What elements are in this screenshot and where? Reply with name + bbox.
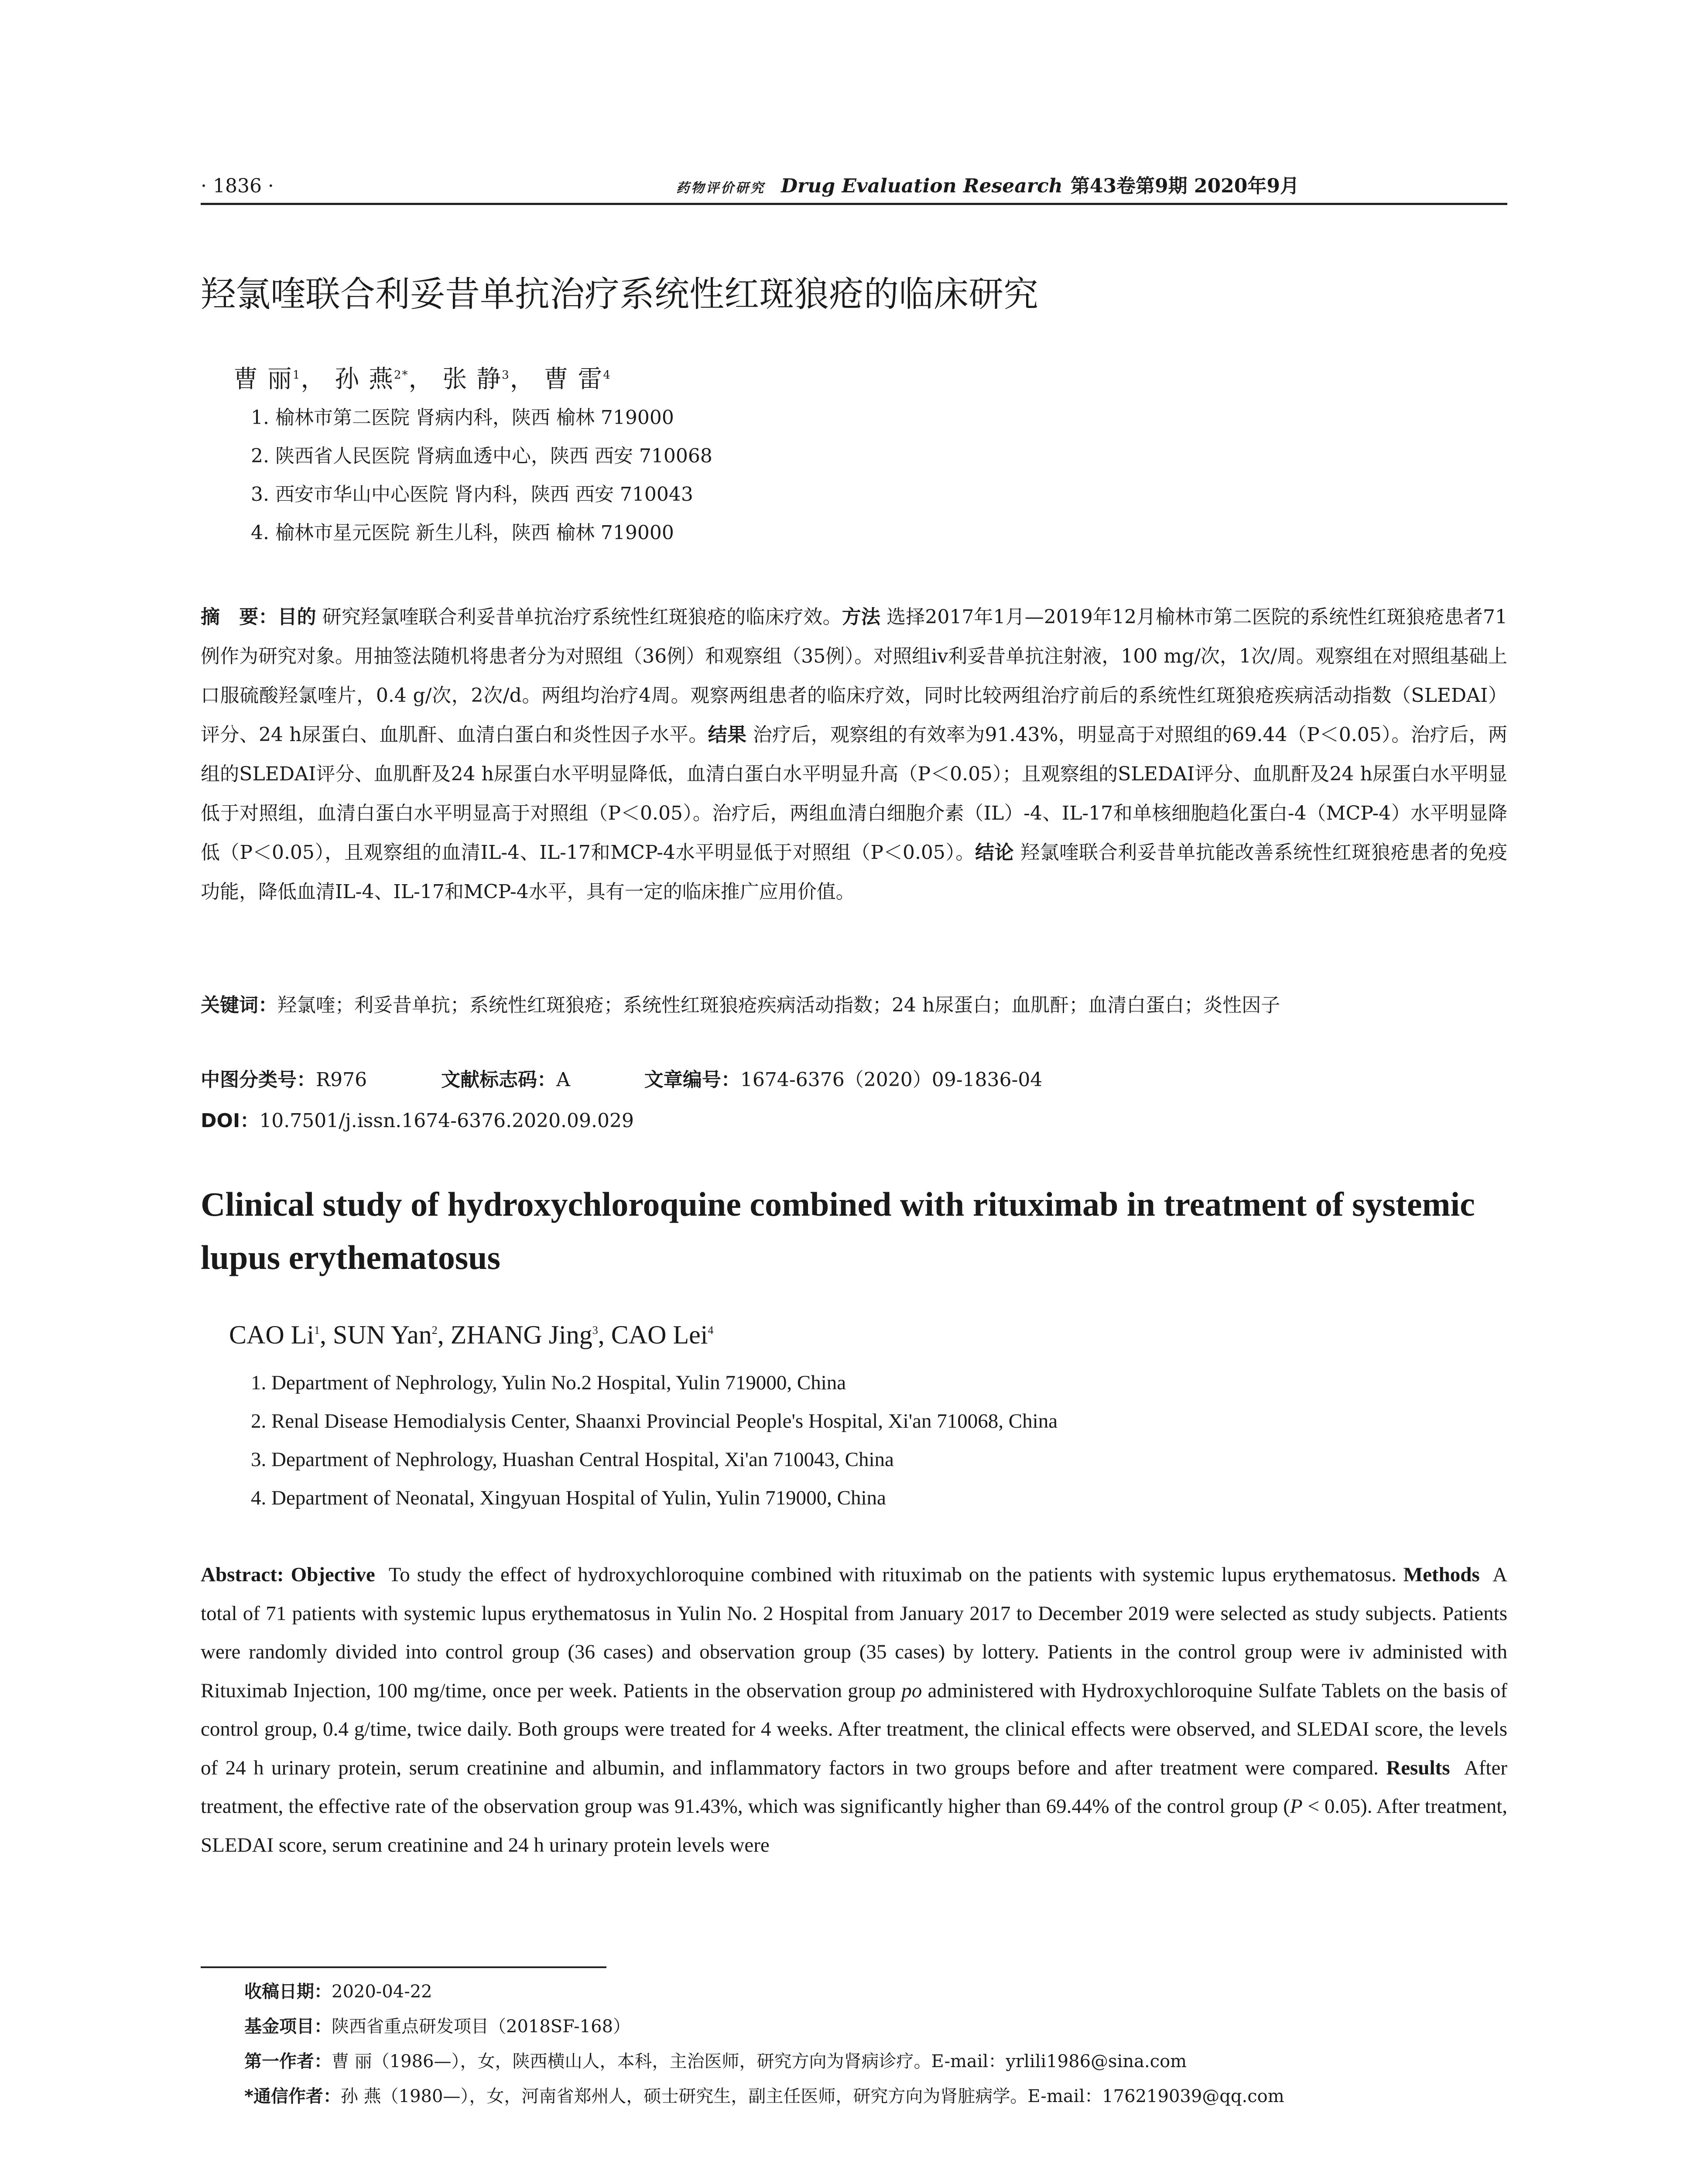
issue-info: 第43卷第9期 2020年9月 [1070, 175, 1299, 197]
en-article-title: Clinical study of hydroxychloroquine combined with rituximab in treatment of systemic lupus erythematosus [201, 1185, 1475, 1276]
cn-conclusion-text: 羟氯喹联合利妥昔单抗能改善系统性红斑狼疮患者的免疫功能，降低血清IL-4、IL-17和MCP-4水平，具有一定的临床推广应用价值。 [201, 841, 1508, 903]
footnote-fund [244, 2013, 630, 2040]
cn-author [442, 365, 535, 393]
header-rule [201, 203, 1507, 205]
cn-author [233, 365, 326, 393]
cn-results-label: 结果 [708, 724, 747, 746]
en-abstract-label: Abstract: [201, 1563, 284, 1586]
en-results-text-1: After treatment, the effective rate of the observation group was 91.43%, which was significantly higher than 69.44% of the control group ( [201, 1756, 1508, 1818]
cn-methods-text: 选择2017年1月—2019年12月榆林市第二医院的系统性红斑狼疮患者71例作为研究对象。用抽签法随机将患者分为对照组（36例）和观察组（35例）。对照组iv利妥昔单抗注射液，100 mg/次，1次/周。观察组在对照组基础上口服硫酸羟氯喹片，0.4 g/次，2次/d。两组均治疗4周。观察两组患者的临床疗效，同时比较两组治疗前后的系统性红斑狼疮疾病活动指数（SLEDAI）评分、24 h尿蛋白、血肌酐、血清白蛋白和炎性因子水平。 [201, 606, 1508, 746]
cn-objective-text: 研究羟氯喹联合利妥昔单抗治疗系统性红斑狼疮的临床疗效。 [322, 606, 842, 628]
author-name: ZHANG Jing [450, 1320, 592, 1349]
cn-affiliation: 4. 榆林市星元医院 新生儿科，陕西 榆林 719000 [251, 522, 674, 544]
fund-text: 陕西省重点研发项目（2018SF-168） [332, 2017, 631, 2037]
cn-abstract [201, 598, 1507, 912]
footnote-corresponding-author [244, 2083, 1284, 2109]
article-no-value: 1674-6376（2020）09-1836-04 [740, 1069, 1043, 1091]
journal-logo: 药物评价研究 [676, 181, 765, 196]
en-objective-text: To study the effect of hydroxychloroquine combined with rituximab on the patients with systemic lupus erythematosus. [388, 1563, 1397, 1586]
author-separator: , [437, 1320, 451, 1349]
en-methods-label: Methods [1403, 1563, 1480, 1586]
en-affiliation: 1. Department of Nephrology, Yulin No.2 Hospital, Yulin 719000, China [251, 1371, 846, 1394]
author-affiliation-mark: 3 [592, 1324, 598, 1337]
en-affiliation: 2. Renal Disease Hemodialysis Center, Shaanxi Provincial People's Hospital, Xi'an 710068, China [251, 1410, 1058, 1432]
en-results-p: P [1290, 1795, 1303, 1818]
cn-abstract-label: 摘 要： [201, 606, 278, 628]
author-name: CAO Li [229, 1320, 314, 1349]
page-number: · 1836 · [201, 175, 274, 197]
author-affiliation-mark: 1 [314, 1324, 320, 1337]
en-methods-text-2: administered with Hydroxychloroquine Sulfate Tablets on the basis of control group, 0.4 g/time, twice daily. Both groups were treated for 4 weeks. After treatment, the clinical effects were observed, and SLEDAI score, the levels of 24 h urinary protein, serum creatinine and albumin, and inflammatory factors in two groups before and after treatment were compared. [201, 1679, 1508, 1779]
author-affiliation-mark: 4 [708, 1324, 714, 1337]
author-affiliation-mark: 2 [431, 1324, 438, 1337]
cn-keywords-label: 关键词： [201, 994, 277, 1016]
en-author [333, 1320, 451, 1349]
cn-keywords [201, 990, 1507, 1021]
fund-label: 基金项目： [244, 2017, 332, 2037]
cn-article-title: 羟氯喹联合利妥昔单抗治疗系统性红斑狼疮的临床研究 [201, 274, 1038, 315]
en-author [229, 1320, 333, 1349]
cn-objective-label: 目的 [277, 606, 316, 628]
clc-value: R976 [316, 1069, 367, 1091]
author-affiliation-mark: 4 [603, 369, 611, 382]
cn-results-text: 治疗后，观察组的有效率为91.43%，明显高于对照组的69.44（P＜0.05）。治疗后，两组的SLEDAI评分、血肌酐及24 h尿蛋白水平明显降低，血清白蛋白水平明显升高（P＜0.05）；且观察组的SLEDAI评分、血肌酐及24 h尿蛋白水平明显低于对照组，血清白蛋白水平明显高于对照组（P＜0.05）。治疗后，两组血清白细胞介素（IL）-4、IL-17和单核细胞趋化蛋白-4（MCP-4）水平明显降低（P＜0.05），且观察组的血清IL-4、IL-17和MCP-4水平明显低于对照组（P＜0.05）。 [201, 724, 1508, 864]
first-author-text: 曹 丽（1986—），女，陕西横山人，本科，主治医师，研究方向为肾病诊疗。E-mail：yrlili1986@sina.com [332, 2051, 1187, 2072]
author-name: SUN Yan [333, 1320, 432, 1349]
doc-code-value: A [556, 1069, 570, 1091]
cn-affiliation: 1. 榆林市第二医院 肾病内科，陕西 榆林 719000 [251, 407, 674, 429]
article-no-label: 文章编号： [644, 1069, 740, 1091]
author-separator: ， [408, 365, 434, 393]
corresponding-label: *通信作者： [244, 2086, 341, 2106]
received-label: 收稿日期： [244, 1982, 332, 2002]
author-separator: , [320, 1320, 333, 1349]
author-name: CAO Lei [611, 1320, 708, 1349]
cn-conclusion-label: 结论 [975, 841, 1014, 864]
cn-affiliation: 2. 陕西省人民医院 肾病血透中心，陕西 西安 710068 [251, 445, 712, 467]
doi-line [201, 1108, 634, 1134]
footnote-rule [201, 1966, 606, 1968]
en-affiliation: 4. Department of Neonatal, Xingyuan Hospital of Yulin, Yulin 719000, China [251, 1487, 886, 1509]
en-affiliation: 3. Department of Nephrology, Huashan Central Hospital, Xi'an 710043, China [251, 1448, 894, 1471]
journal-name: Drug Evaluation Research [781, 175, 1063, 197]
en-abstract [201, 1555, 1507, 1864]
cn-author-list [233, 362, 611, 397]
cn-author [544, 365, 611, 393]
running-header [201, 171, 1509, 202]
doi-label: DOI： [201, 1110, 260, 1132]
en-author-list [229, 1317, 713, 1352]
author-name: 曹 丽 [233, 365, 293, 393]
clc-label: 中图分类号： [201, 1069, 316, 1091]
author-affiliation-mark: 2* [394, 369, 409, 382]
author-name: 张 静 [442, 365, 502, 393]
author-affiliation-mark: 3 [502, 369, 510, 382]
author-separator: ， [510, 365, 535, 393]
author-name: 曹 雷 [544, 365, 603, 393]
cn-classification-line [201, 1067, 1042, 1093]
doi-value[interactable]: 10.7501/j.issn.1674-6376.2020.09.029 [259, 1110, 634, 1132]
cn-methods-label: 方法 [842, 606, 881, 628]
author-name: 孙 燕 [335, 365, 394, 393]
author-separator: , [598, 1320, 611, 1349]
en-methods-text-1: A total of 71 patients with systemic lupus erythematosus in Yulin No. 2 Hospital from January 2017 to December 2019 were selected as study subjects. Patients were randomly divided into control group (36 cases) and observation group (35 cases) by lottery. Patients in the control group were iv administed with Rituximab Injection, 100 mg/time, once per week. Patients in the observation group [201, 1563, 1508, 1702]
footnote-received [244, 1979, 432, 2005]
corresponding-text: 孙 燕（1980—），女，河南省郑州人，硕士研究生，副主任医师，研究方向为肾脏病学。E-mail：176219039@qq.com [340, 2086, 1284, 2106]
received-date: 2020-04-22 [332, 1982, 432, 2002]
en-author [611, 1320, 714, 1349]
en-author [451, 1320, 611, 1349]
doc-code-label: 文献标志码： [441, 1069, 557, 1091]
author-affiliation-mark: 1 [292, 369, 301, 382]
footnote-first-author [244, 2048, 1187, 2075]
author-separator: ， [301, 365, 326, 393]
journal-header-center [676, 171, 1299, 204]
en-results-text-2: < 0.05). After treatment, SLEDAI score, serum creatinine and 24 h urinary protein levels were [201, 1795, 1507, 1856]
en-objective-label: Objective [291, 1563, 375, 1586]
en-methods-po: po [901, 1679, 922, 1702]
cn-keywords-text: 羟氯喹；利妥昔单抗；系统性红斑狼疮；系统性红斑狼疮疾病活动指数；24 h尿蛋白；血肌酐；血清白蛋白；炎性因子 [277, 994, 1280, 1016]
en-results-label: Results [1386, 1756, 1450, 1779]
first-author-label: 第一作者： [244, 2051, 332, 2072]
cn-affiliation: 3. 西安市华山中心医院 肾内科，陕西 西安 710043 [251, 483, 693, 506]
cn-author [335, 365, 434, 393]
